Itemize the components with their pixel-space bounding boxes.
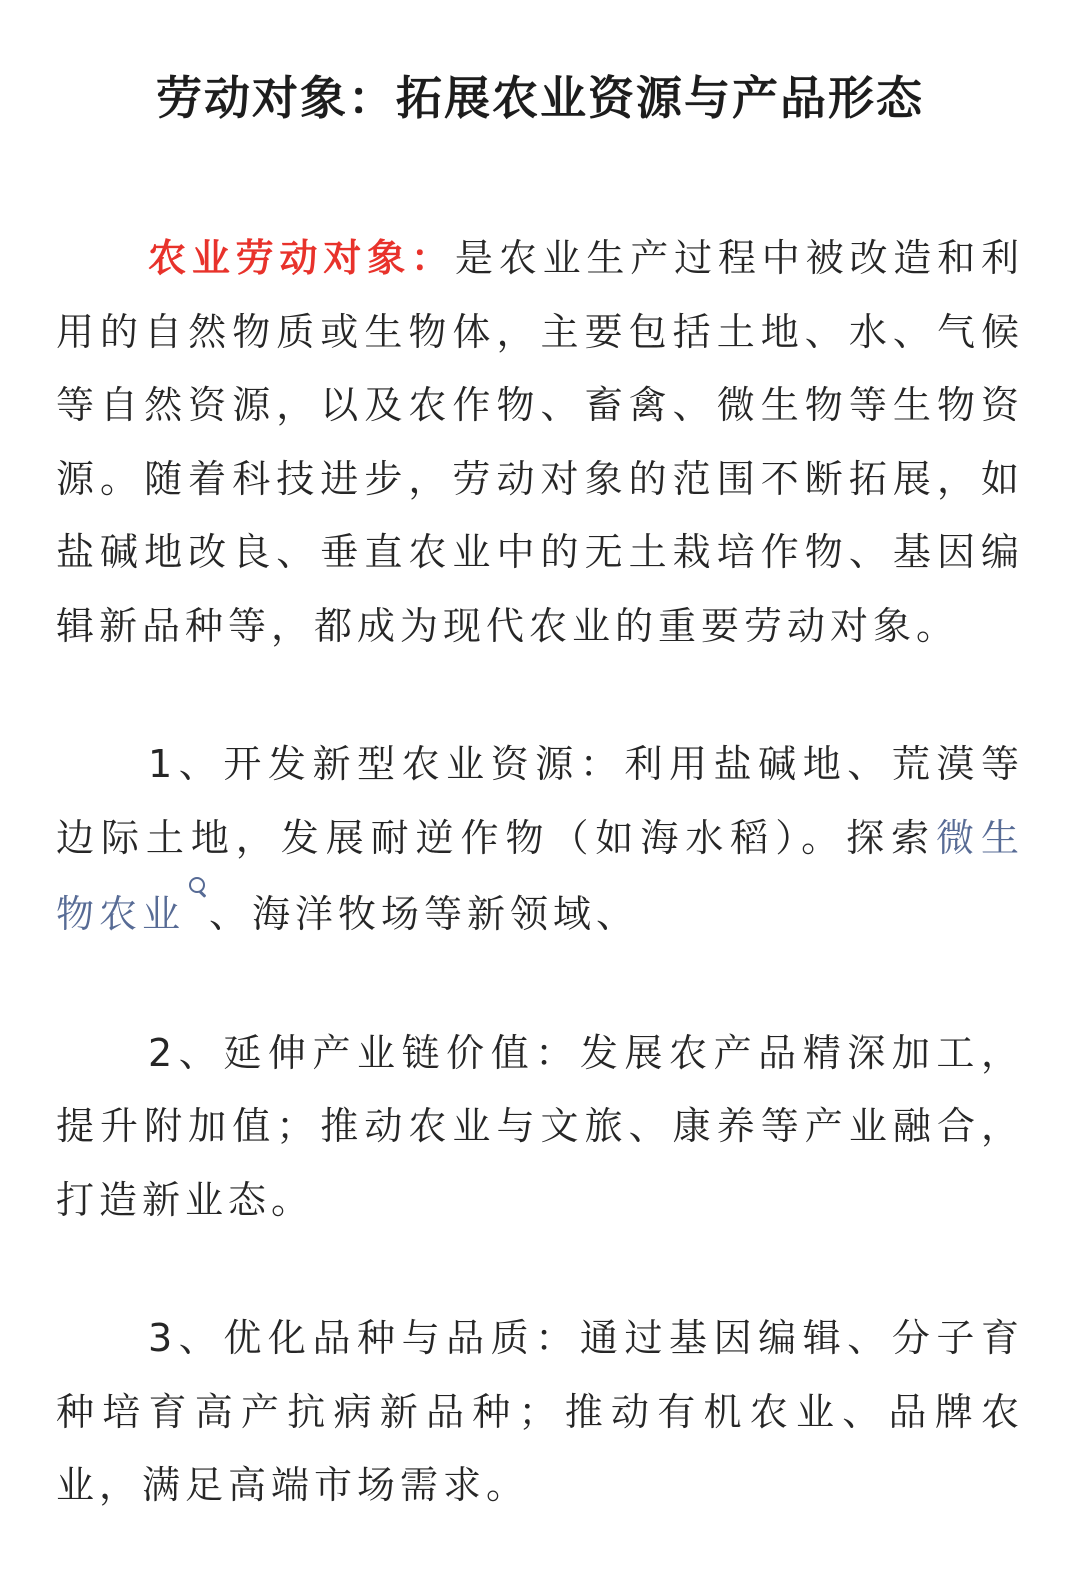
search-icon[interactable] (187, 875, 209, 905)
microbial-agriculture-link[interactable]: 微生物农业 (56, 815, 1024, 936)
item-1-text-after: 、海洋牧场等新领域、 (209, 892, 640, 936)
article-title: 劳动对象：拓展农业资源与产品形态 (156, 71, 924, 125)
intro-text: 是农业生产过程中被改造和利用的自然物质或生物体，主要包括土地、水、气候等自然资源，以及农作物、畜禽、微生物等生物资源。随着科技进步，劳动对象的范围不断拓展，如盐碱地改良、垂直农业中的无土栽培作物、基因编辑新品种等，都成为现代农业的重要劳动对象。 (56, 236, 1024, 648)
intro-lead: 农业劳动对象： (148, 236, 455, 280)
item-paragraph-2: 2、延伸产业链价值：发展农产品精深加工，提升附加值；推动农业与文旅、康养等产业融合，打造新业态。 (56, 1030, 1024, 1222)
intro-paragraph (56, 222, 1024, 663)
item-1-text-before: 1、开发新型农业资源：利用盐碱地、荒漠等边际土地，发展耐逆作物（如海水稻）。探索 (56, 742, 1024, 860)
item-paragraph-1 (56, 728, 1024, 952)
item-paragraph-3: 3、优化品种与品质：通过基因编辑、分子育种培育高产抗病新品种；推动有机农业、品牌农业，满足高端市场需求。 (56, 1316, 1024, 1507)
article (56, 0, 1024, 1523)
